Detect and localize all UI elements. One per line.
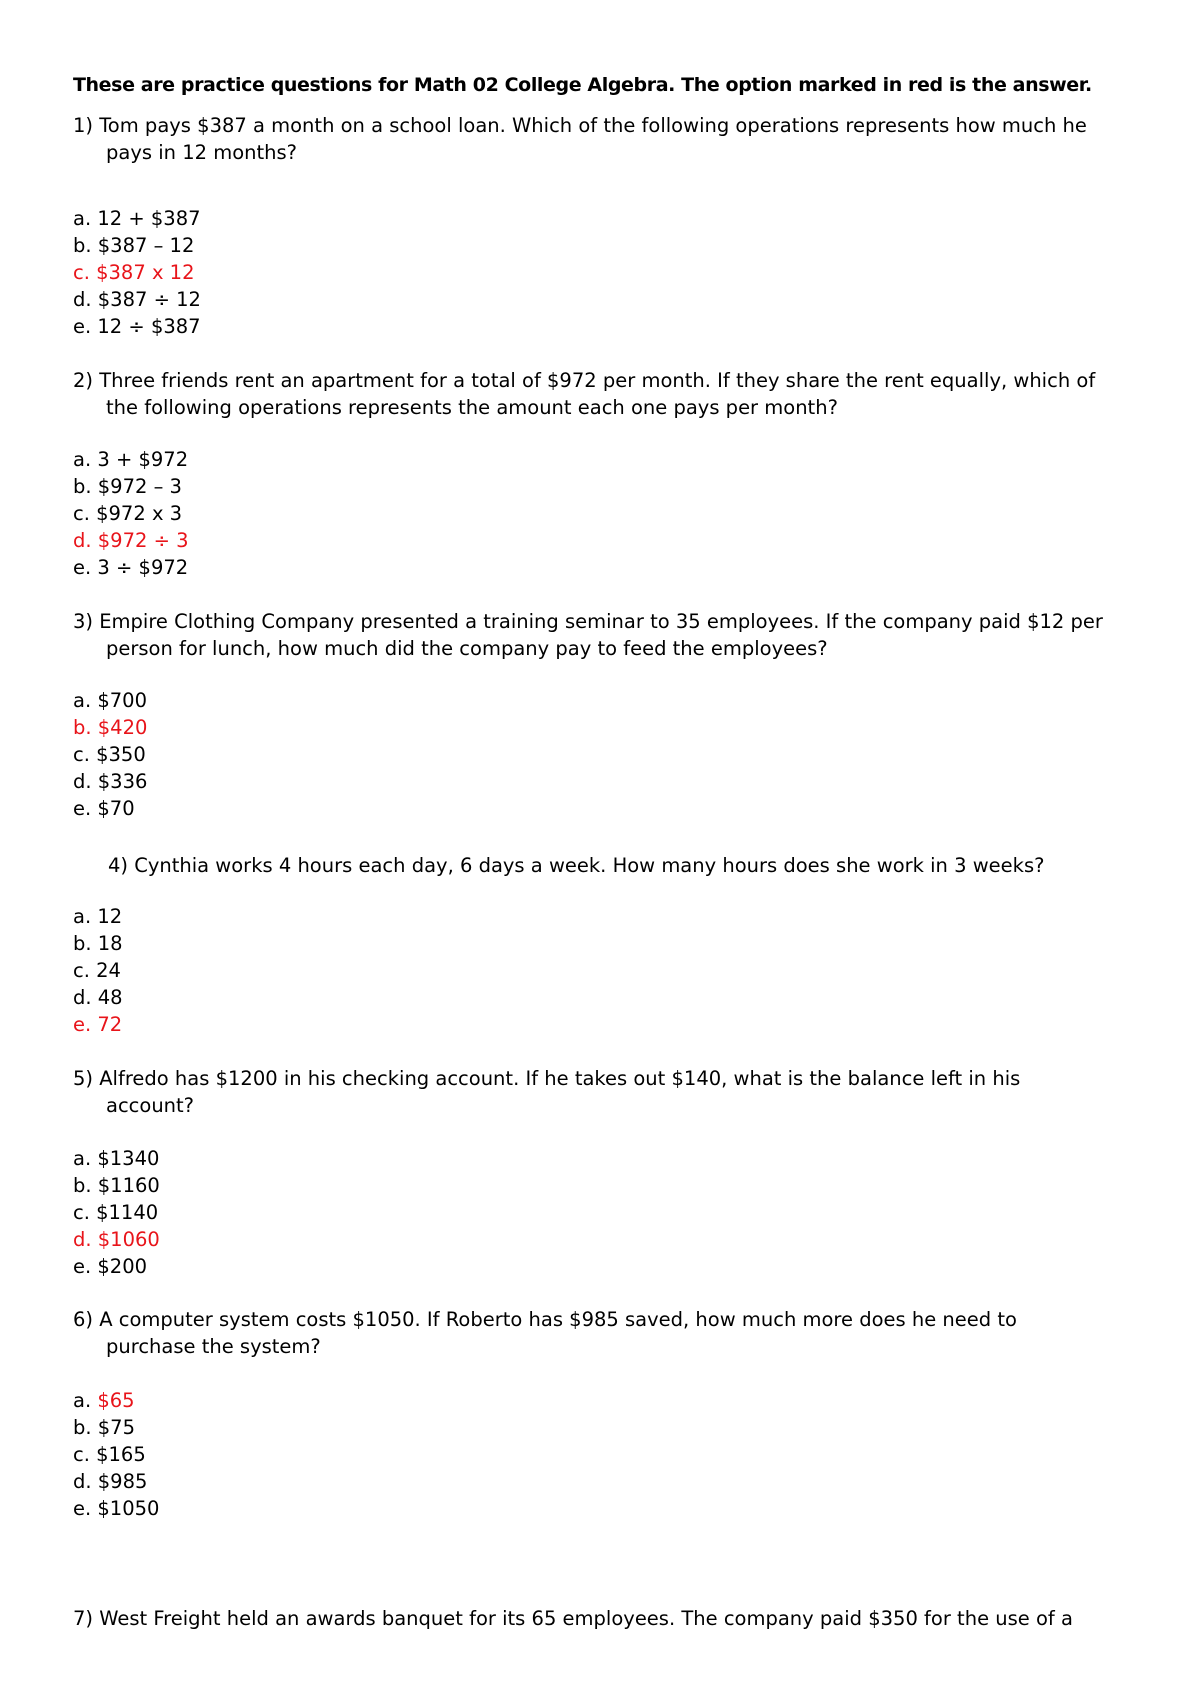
question-6 xyxy=(73,1306,1133,1360)
option-c-correct: c. $387 x 12 xyxy=(73,261,195,284)
option-b-correct: b. $420 xyxy=(73,716,148,739)
options-1 xyxy=(73,205,201,340)
option-e: e. 3 ÷ $972 xyxy=(73,556,189,579)
options-6 xyxy=(73,1387,159,1522)
question-text: 3) Empire Clothing Company presented a training seminar to 35 employees. If the company paid $12 per xyxy=(73,610,1103,633)
option-b: b. $75 xyxy=(73,1416,135,1439)
option-e-correct: e. 72 xyxy=(73,1013,123,1036)
option-d: d. $387 ÷ 12 xyxy=(73,288,201,311)
question-text: 5) Alfredo has $1200 in his checking account. If he takes out $140, what is the balance left in his xyxy=(73,1067,1021,1090)
options-4 xyxy=(73,903,123,1038)
page-heading: These are practice questions for Math 02 College Algebra. The option marked in red is the answer. xyxy=(73,74,1092,96)
option-b: b. $1160 xyxy=(73,1174,160,1197)
option-a-correct xyxy=(73,1387,159,1414)
question-text: 7) West Freight held an awards banquet for its 65 employees. The company paid $350 for the use of a xyxy=(73,1607,1073,1630)
option-a: a. 3 + $972 xyxy=(73,448,189,471)
question-text-continued: the following operations represents the amount each one pays per month? xyxy=(106,396,838,419)
question-text: 4) Cynthia works 4 hours each day, 6 days a week. How many hours does she work in 3 weeks? xyxy=(108,854,1045,877)
option-c: c. $350 xyxy=(73,743,146,766)
question-5 xyxy=(73,1065,1133,1119)
option-e: e. 12 ÷ $387 xyxy=(73,315,201,338)
option-b: b. $387 – 12 xyxy=(73,234,195,257)
question-7 xyxy=(73,1605,1133,1632)
option-c: c. $972 x 3 xyxy=(73,502,183,525)
question-text-continued: person for lunch, how much did the company pay to feed the employees? xyxy=(106,637,828,660)
option-e: e. $70 xyxy=(73,797,135,820)
option-a: a. 12 + $387 xyxy=(73,207,201,230)
option-e: e. $200 xyxy=(73,1255,148,1278)
question-text-continued: account? xyxy=(106,1094,195,1117)
question-text-continued: pays in 12 months? xyxy=(106,141,298,164)
option-a: a. $700 xyxy=(73,689,147,712)
question-1 xyxy=(73,112,1133,166)
option-b: b. $972 – 3 xyxy=(73,475,182,498)
option-d-correct: d. $972 ÷ 3 xyxy=(73,529,189,552)
question-text-continued: purchase the system? xyxy=(106,1335,321,1358)
question-text: 2) Three friends rent an apartment for a total of $972 per month. If they share the rent equally, which of xyxy=(73,369,1096,392)
option-b: b. 18 xyxy=(73,932,123,955)
option-c: c. $1140 xyxy=(73,1201,159,1224)
option-a: a. $1340 xyxy=(73,1147,160,1170)
option-a-value: $65 xyxy=(97,1389,135,1412)
question-4 xyxy=(108,852,1168,879)
option-d: d. $985 xyxy=(73,1470,148,1493)
question-text: 1) Tom pays $387 a month on a school loan. Which of the following operations represents how much he xyxy=(73,114,1087,137)
option-c: c. $165 xyxy=(73,1443,146,1466)
options-2 xyxy=(73,446,189,581)
options-5 xyxy=(73,1145,160,1280)
option-d-correct: d. $1060 xyxy=(73,1228,160,1251)
option-a-prefix: a. xyxy=(73,1389,98,1412)
question-3 xyxy=(73,608,1133,662)
question-text: 6) A computer system costs $1050. If Roberto has $985 saved, how much more does he need to xyxy=(73,1308,1017,1331)
option-d: d. $336 xyxy=(73,770,148,793)
option-c: c. 24 xyxy=(73,959,121,982)
options-3 xyxy=(73,687,147,822)
option-d: d. 48 xyxy=(73,986,123,1009)
option-a: a. 12 xyxy=(73,905,123,928)
option-e: e. $1050 xyxy=(73,1497,160,1520)
question-2 xyxy=(73,367,1133,421)
